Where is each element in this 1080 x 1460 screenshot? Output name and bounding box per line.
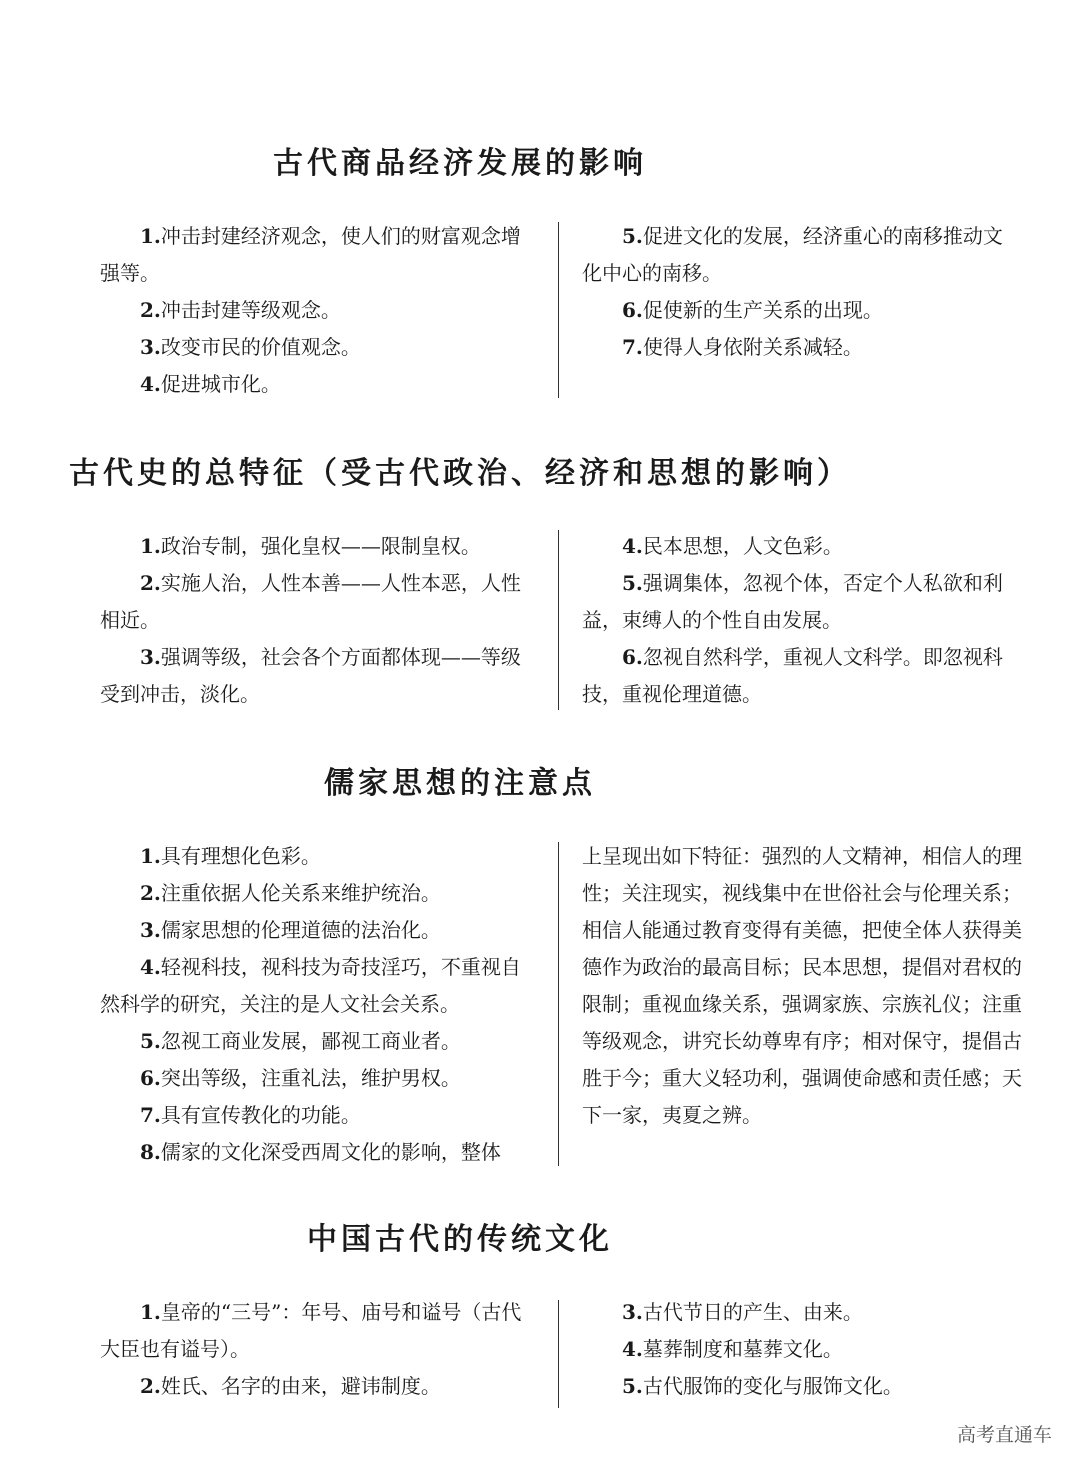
right-column — [582, 528, 1022, 713]
watermark-text: 高考直通车 — [956, 1424, 1052, 1446]
list-item: 4.民本思想，人文色彩。 — [622, 534, 843, 558]
list-item: 2.注重依据人伦关系来维护统治。 — [140, 881, 441, 905]
section-title: 中国古代的传统文化 — [307, 1222, 613, 1257]
list-item: 6.促使新的生产关系的出现。 — [622, 298, 883, 322]
list-item: 1.政治专制，强化皇权——限制皇权。 — [140, 534, 481, 558]
section-traditional-culture — [100, 1294, 1020, 1414]
section-title: 儒家思想的注意点 — [324, 766, 596, 801]
list-item: 6.忽视自然科学，重视人文科学。即忽视科技，重视伦理道德。 — [582, 645, 1003, 706]
list-item: 2.姓氏、名字的由来，避讳制度。 — [140, 1374, 441, 1398]
right-column — [582, 838, 1022, 1134]
list-item: 7.具有宣传教化的功能。 — [140, 1103, 361, 1127]
list-item: 2.实施人治，人性本善——人性本恶，人性相近。 — [100, 571, 521, 632]
right-column — [582, 1294, 1022, 1405]
list-item: 3.儒家思想的伦理道德的法治化。 — [140, 918, 441, 942]
list-item: 5.古代服饰的变化与服饰文化。 — [622, 1374, 903, 1398]
list-item: 1.冲击封建经济观念，使人们的财富观念增强等。 — [100, 224, 521, 285]
list-item: 2.冲击封建等级观念。 — [140, 298, 341, 322]
list-item: 5.强调集体，忽视个体，否定个人私欲和利益，束缚人的个性自由发展。 — [582, 571, 1003, 632]
list-item: 3.强调等级，社会各个方面都体现——等级受到冲击，淡化。 — [100, 645, 521, 706]
left-column — [100, 838, 540, 1171]
list-item: 5.促进文化的发展，经济重心的南移推动文化中心的南移。 — [582, 224, 1003, 285]
list-item: 7.使得人身依附关系减轻。 — [622, 335, 863, 359]
left-column — [100, 218, 540, 403]
section-title: 古代商品经济发展的影响 — [273, 146, 647, 181]
right-column — [582, 218, 1022, 366]
list-item: 3.古代节日的产生、由来。 — [622, 1300, 863, 1324]
section-confucianism-notes — [100, 838, 1020, 1168]
continued-paragraph: 上呈现出如下特征：强烈的人文精神，相信人的理性；关注现实，视线集中在世俗社会与伦理关系；相信人能通过教育变得有美德，把使全体人获得美德作为政治的最高目标；民本思想，提倡对君权的限制；重视血缘关系，强调家族、宗族礼仪；注重等级观念，讲究长幼尊卑有序；相对保守，提倡古胜于今；重大义轻功利，强调使命感和责任感；天下一家，夷夏之辨。 — [582, 844, 1022, 1127]
section-title: 古代史的总特征（受古代政治、经济和思想的影响） — [69, 456, 851, 491]
list-item: 1.具有理想化色彩。 — [140, 844, 321, 868]
column-divider — [558, 530, 559, 710]
left-column — [100, 528, 540, 713]
list-item: 3.改变市民的价值观念。 — [140, 335, 361, 359]
column-divider — [558, 1300, 559, 1408]
list-item: 4.墓葬制度和墓葬文化。 — [622, 1337, 843, 1361]
list-item: 4.轻视科技，视科技为奇技淫巧，不重视自然科学的研究，关注的是人文社会关系。 — [100, 955, 521, 1016]
list-item: 6.突出等级，注重礼法，维护男权。 — [140, 1066, 461, 1090]
list-item: 4.促进城市化。 — [140, 372, 281, 396]
section-commodity-economy — [100, 218, 1020, 408]
list-item: 8.儒家的文化深受西周文化的影响，整体 — [140, 1140, 501, 1164]
column-divider — [558, 222, 559, 398]
column-divider — [558, 842, 559, 1166]
list-item: 5.忽视工商业发展，鄙视工商业者。 — [140, 1029, 461, 1053]
left-column — [100, 1294, 540, 1405]
section-ancient-history-features — [100, 528, 1020, 718]
list-item: 1.皇帝的“三号”：年号、庙号和谥号（古代大臣也有谥号）。 — [100, 1300, 522, 1361]
